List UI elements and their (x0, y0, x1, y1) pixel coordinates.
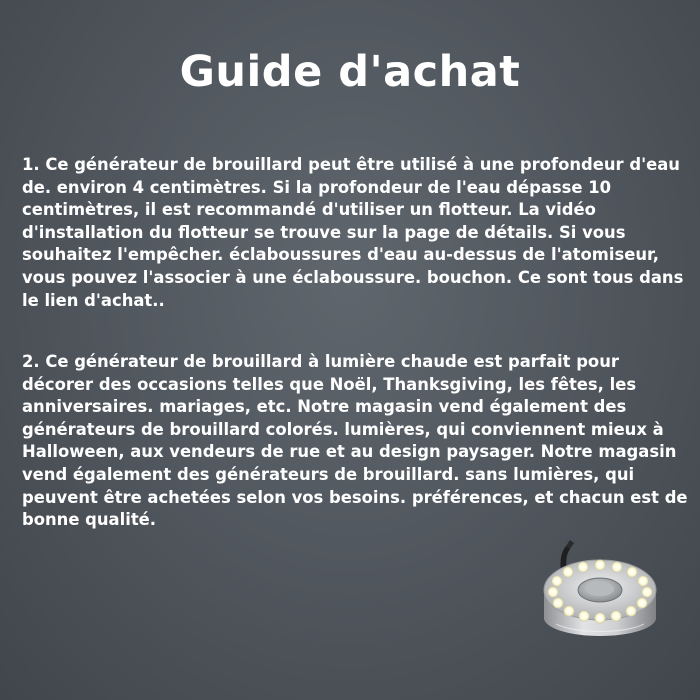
page-title: Guide d'achat (179, 47, 521, 97)
guide-paragraph-1: 1. Ce générateur de brouillard peut être utilisé à une profondeur d'eau de. environ 4 centimètres. Si la profondeur de l'eau dépasse 10 centimètres, il est recommandé d'utiliser un flotteur. La vidéo d'installation du flotteur se trouve sur la page de détails. Si vous souhaitez l'empêcher. éclaboussures d'eau au-dessus de l'atomiseur, vous pouvez l'associer à une éclaboussure. bouchon. Ce sont tous dans le lien d'achat.. (22, 155, 684, 310)
mist-maker-icon (536, 540, 666, 650)
guide-paragraph-2: 2. Ce générateur de brouillard à lumière chaude est parfait pour décorer des occasions telles que Noël, Thanksgiving, les fêtes, les anniversaires. mariages, etc. Notre magasin vend également des générateurs de brouillard colorés. lumières, qui conviennent mieux à Halloween, aux vendeurs de rue et au design paysager. Notre magasin vend également des générateurs de brouillard. sans lumières, qui peuvent être achetées selon vos besoins. préférences, et chacun est de bonne qualité. (22, 352, 688, 530)
